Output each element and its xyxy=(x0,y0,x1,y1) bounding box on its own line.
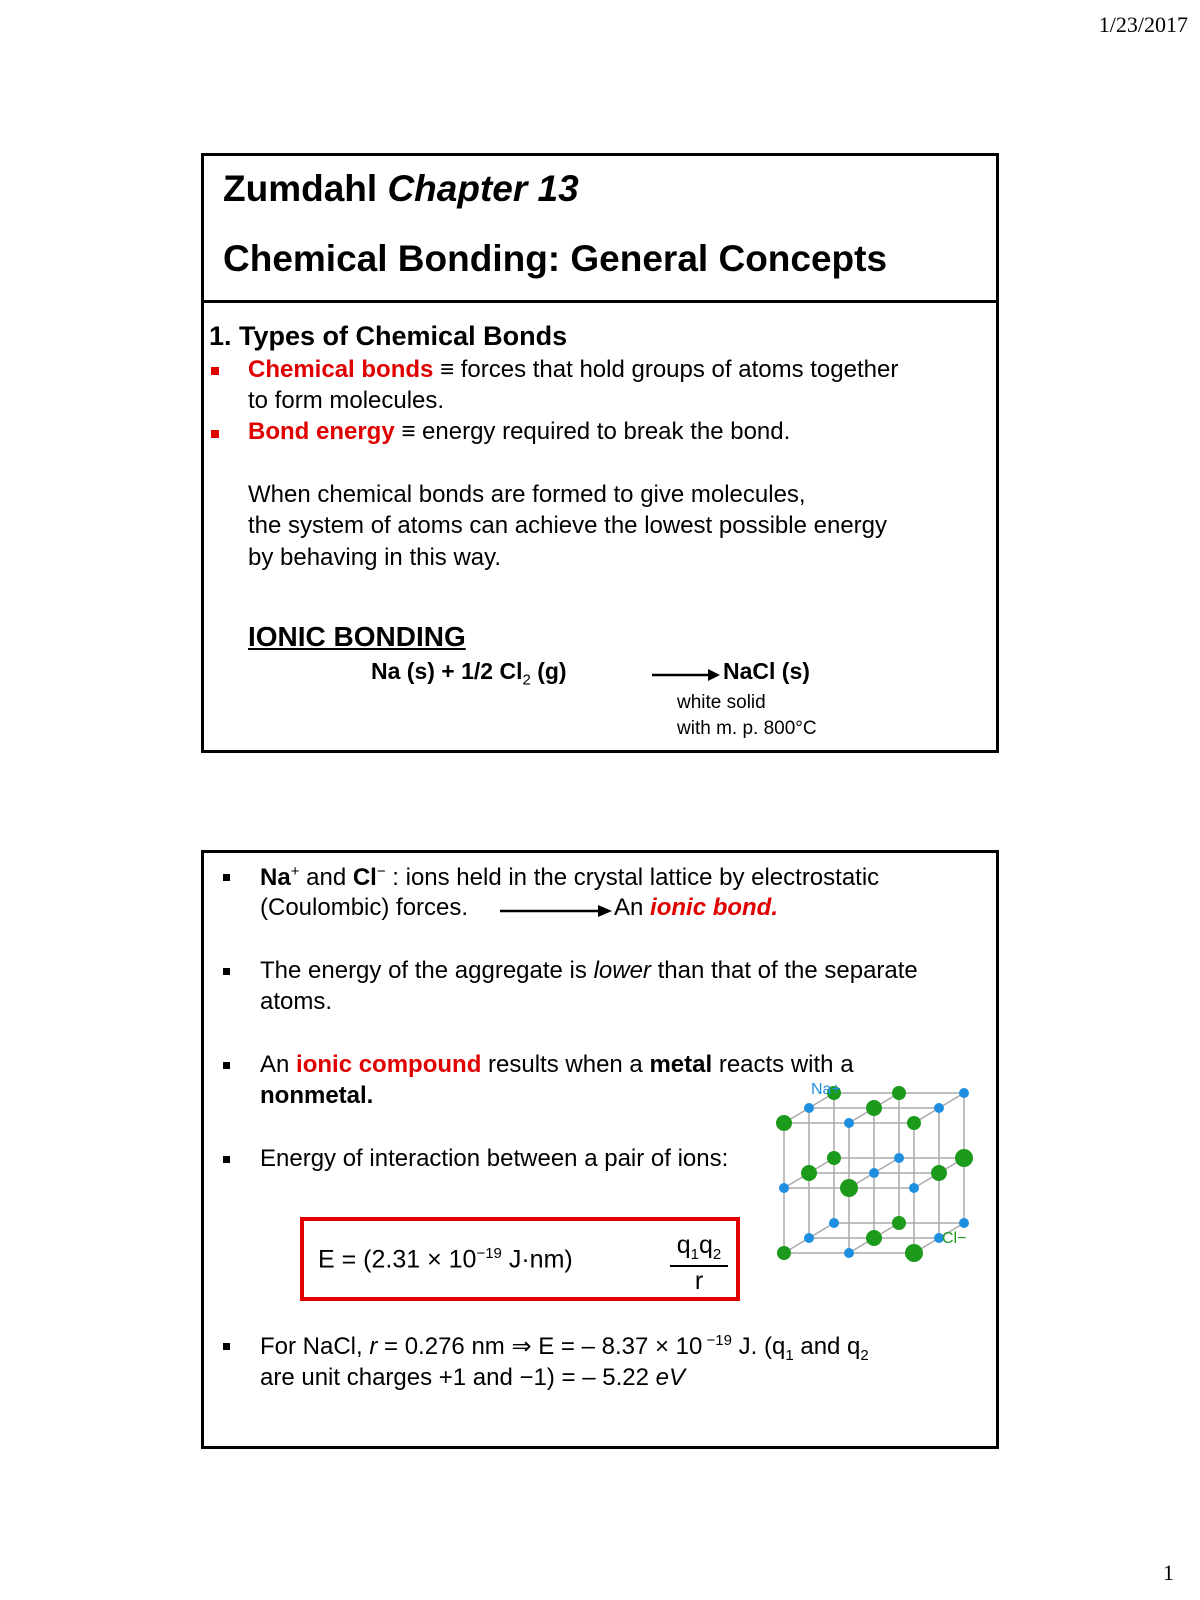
title-chapter: Chapter 13 xyxy=(387,168,579,209)
nacl-joule: J. (q xyxy=(731,1333,786,1360)
na-charge: + xyxy=(290,863,300,880)
and-text: and xyxy=(299,864,353,891)
bullet-marker xyxy=(211,430,219,438)
q1-sub: 1 xyxy=(785,1346,794,1364)
fraction-denominator: r xyxy=(694,1267,704,1295)
bullet-marker xyxy=(223,1062,230,1069)
product-note: with m. p. 800°C xyxy=(677,718,817,739)
slide-2 xyxy=(201,850,999,1449)
reaction-arrow-icon xyxy=(652,668,720,682)
bullet-ions-cont: (Coulombic) forces. xyxy=(260,894,469,921)
r-symbol: r xyxy=(369,1333,378,1360)
ionic-bond-note xyxy=(614,894,778,922)
term-metal: metal xyxy=(649,1051,713,1078)
reaction-product: NaCl (s) xyxy=(723,658,810,684)
nacl-lattice-diagram xyxy=(774,1083,974,1283)
slide-subtitle: Chemical Bonding: General Concepts xyxy=(223,238,888,279)
and-q: and q xyxy=(793,1333,861,1360)
lattice-label-cl: Cl− xyxy=(942,1230,967,1247)
bullet-ions xyxy=(260,863,879,892)
arrow-icon xyxy=(500,904,612,918)
page-date: 1/23/2017 xyxy=(1098,12,1188,37)
paragraph-line: the system of atoms can achieve the lowest possible energy xyxy=(248,512,887,539)
title-author: Zumdahl xyxy=(223,168,378,209)
lower-emphasis: lower xyxy=(593,957,651,984)
lattice-label-na: Na+ xyxy=(811,1081,841,1098)
def-bond-energy: ≡ energy required to break the bond. xyxy=(394,418,791,445)
bullet-marker xyxy=(211,367,219,375)
reactant-subscript: 2 xyxy=(522,671,531,689)
formula-exponent: −19 xyxy=(476,1245,502,1262)
ions-description: : ions held in the crystal lattice by electrostatic xyxy=(385,864,880,891)
aggregate-text: The energy of the aggregate is xyxy=(260,957,594,984)
compound-text-end: reacts with a xyxy=(712,1051,854,1078)
product-note: white solid xyxy=(677,692,766,713)
reaction-equation xyxy=(371,658,567,689)
fraction-numerator xyxy=(670,1231,728,1267)
bullet-marker xyxy=(223,1156,230,1163)
q-sub-2: 2 xyxy=(712,1246,722,1263)
q-symbol: q xyxy=(699,1231,713,1259)
an-text: An xyxy=(614,894,651,921)
bullet-nacl-energy xyxy=(260,1332,869,1364)
term-nonmetal: nonmetal. xyxy=(260,1082,374,1109)
slide-title xyxy=(223,168,579,210)
formula-constant: E = (2.31 × 10 xyxy=(318,1245,477,1274)
bullet-chemical-bonds-cont: to form molecules. xyxy=(248,387,445,414)
na-symbol: Na xyxy=(260,864,291,891)
page-number: 1 xyxy=(1163,1560,1174,1585)
q2-sub: 2 xyxy=(860,1346,869,1364)
bullet-bond-energy xyxy=(248,418,790,446)
bullet-marker xyxy=(223,1343,230,1350)
unit-charges-text: are unit charges +1 and −1) = – 5.22 xyxy=(260,1364,656,1391)
def-chemical-bonds: ≡ forces that hold groups of atoms together xyxy=(433,356,899,383)
bullet-marker xyxy=(223,968,230,975)
formula-lhs xyxy=(318,1245,573,1274)
bullet-energy-aggregate-cont: atoms. xyxy=(260,988,333,1015)
ionic-bonding-heading: IONIC BONDING xyxy=(248,621,466,652)
reactant-state: (g) xyxy=(530,658,567,684)
bullet-chemical-bonds xyxy=(248,356,898,384)
q-sub-1: 1 xyxy=(690,1246,699,1263)
nacl-energy-value: = 0.276 nm ⇒ E = – 8.37 × 10 xyxy=(377,1333,703,1360)
bullet-nacl-energy-cont xyxy=(260,1364,685,1392)
cl-charge: − xyxy=(376,863,386,880)
term-ionic-compound: ionic compound xyxy=(296,1051,482,1078)
coulomb-formula-box xyxy=(300,1217,740,1301)
formula-fraction xyxy=(670,1231,728,1296)
nacl-text: For NaCl, xyxy=(260,1333,370,1360)
bullet-energy-aggregate xyxy=(260,957,918,985)
reactants: Na (s) + 1/2 Cl xyxy=(371,658,523,684)
bullet-ionic-compound xyxy=(260,1051,854,1079)
slide-title-block xyxy=(204,156,996,303)
an-text: An xyxy=(260,1051,297,1078)
slide-1 xyxy=(201,153,999,753)
term-bond-energy: Bond energy xyxy=(248,418,395,445)
term-chemical-bonds: Chemical bonds xyxy=(248,356,434,383)
bullet-interaction-energy: Energy of interaction between a pair of ions: xyxy=(260,1145,729,1172)
bullet-marker xyxy=(223,874,230,881)
ev-unit: eV xyxy=(655,1364,685,1391)
term-ionic-bond: ionic bond. xyxy=(650,894,779,921)
compound-text: results when a xyxy=(481,1051,650,1078)
formula-unit: J·nm) xyxy=(501,1245,573,1274)
aggregate-text-end: than that of the separate xyxy=(650,957,918,984)
paragraph-line: by behaving in this way. xyxy=(248,544,502,571)
nacl-exponent: −19 xyxy=(702,1332,732,1349)
q-symbol: q xyxy=(676,1231,691,1259)
cl-symbol: Cl xyxy=(352,864,377,891)
section-heading: 1. Types of Chemical Bonds xyxy=(209,321,568,351)
paragraph-line: When chemical bonds are formed to give molecules, xyxy=(248,481,806,508)
